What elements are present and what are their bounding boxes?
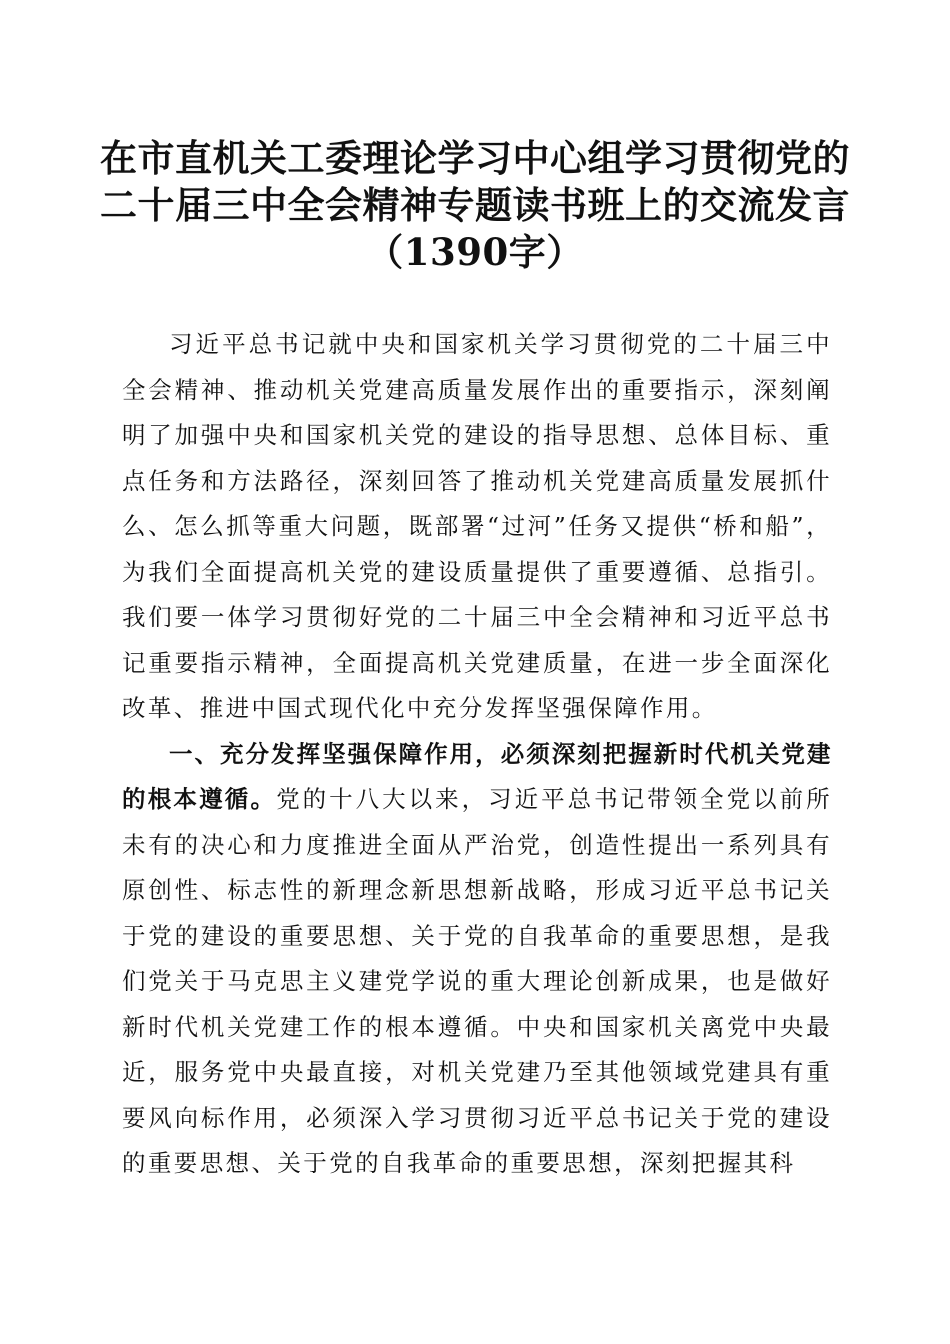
section-one-paragraph [122, 732, 832, 1187]
title-line-2: 二十届三中全会精神专题读书班上的交流发言 [100, 183, 850, 227]
intro-paragraph-text: 习近平总书记就中央和国家机关学习贯彻党的二十届三中全会精神、推动机关党建高质量发展作出的重要指示，深刻阐明了加强中央和国家机关党的建设的指导思想、总体目标、重点任务和方法路径，深刻回答了推动机关党建高质量发展抓什么、怎么抓等重大问题，既部署“过河”任务又提供“桥和船”，为我们全面提高机关党的建设质量提供了重要遵循、总指引。我们要一体学习贯彻好党的二十届三中全会精神和习近平总书记重要指示精神，全面提高机关党建质量，在进一步全面深化改革、推进中国式现代化中充分发挥坚强保障作用。 [122, 330, 832, 722]
section-one-heading: 一、充分发挥坚强保障作用，必须深刻把握新时代机关党建的根本遵循。 [122, 739, 832, 813]
section-one-text: 党的十八大以来，习近平总书记带领全党以前所未有的决心和力度推进全面从严治党，创造性提出一系列具有原创性、标志性的新理念新思想新战略，形成习近平总书记关于党的建设的重要思想、关于党的自我革命的重要思想，是我们党关于马克思主义建党学说的重大理论创新成果，也是做好新时代机关党建工作的根本遵循。中央和国家机关离党中央最近，服务党中央最直接，对机关党建乃至其他领域党建具有重要风向标作用，必须深入学习贯彻习近平总书记关于党的建设的重要思想、关于党的自我革命的重要思想，深刻把握其科 [122, 785, 832, 1177]
intro-paragraph [122, 322, 832, 732]
title-word-count: （1390字） [366, 230, 584, 274]
document-title [100, 135, 850, 276]
title-line-1: 在市直机关工委理论学习中心组学习贯彻党的 [100, 136, 850, 180]
document-body [122, 322, 832, 1187]
